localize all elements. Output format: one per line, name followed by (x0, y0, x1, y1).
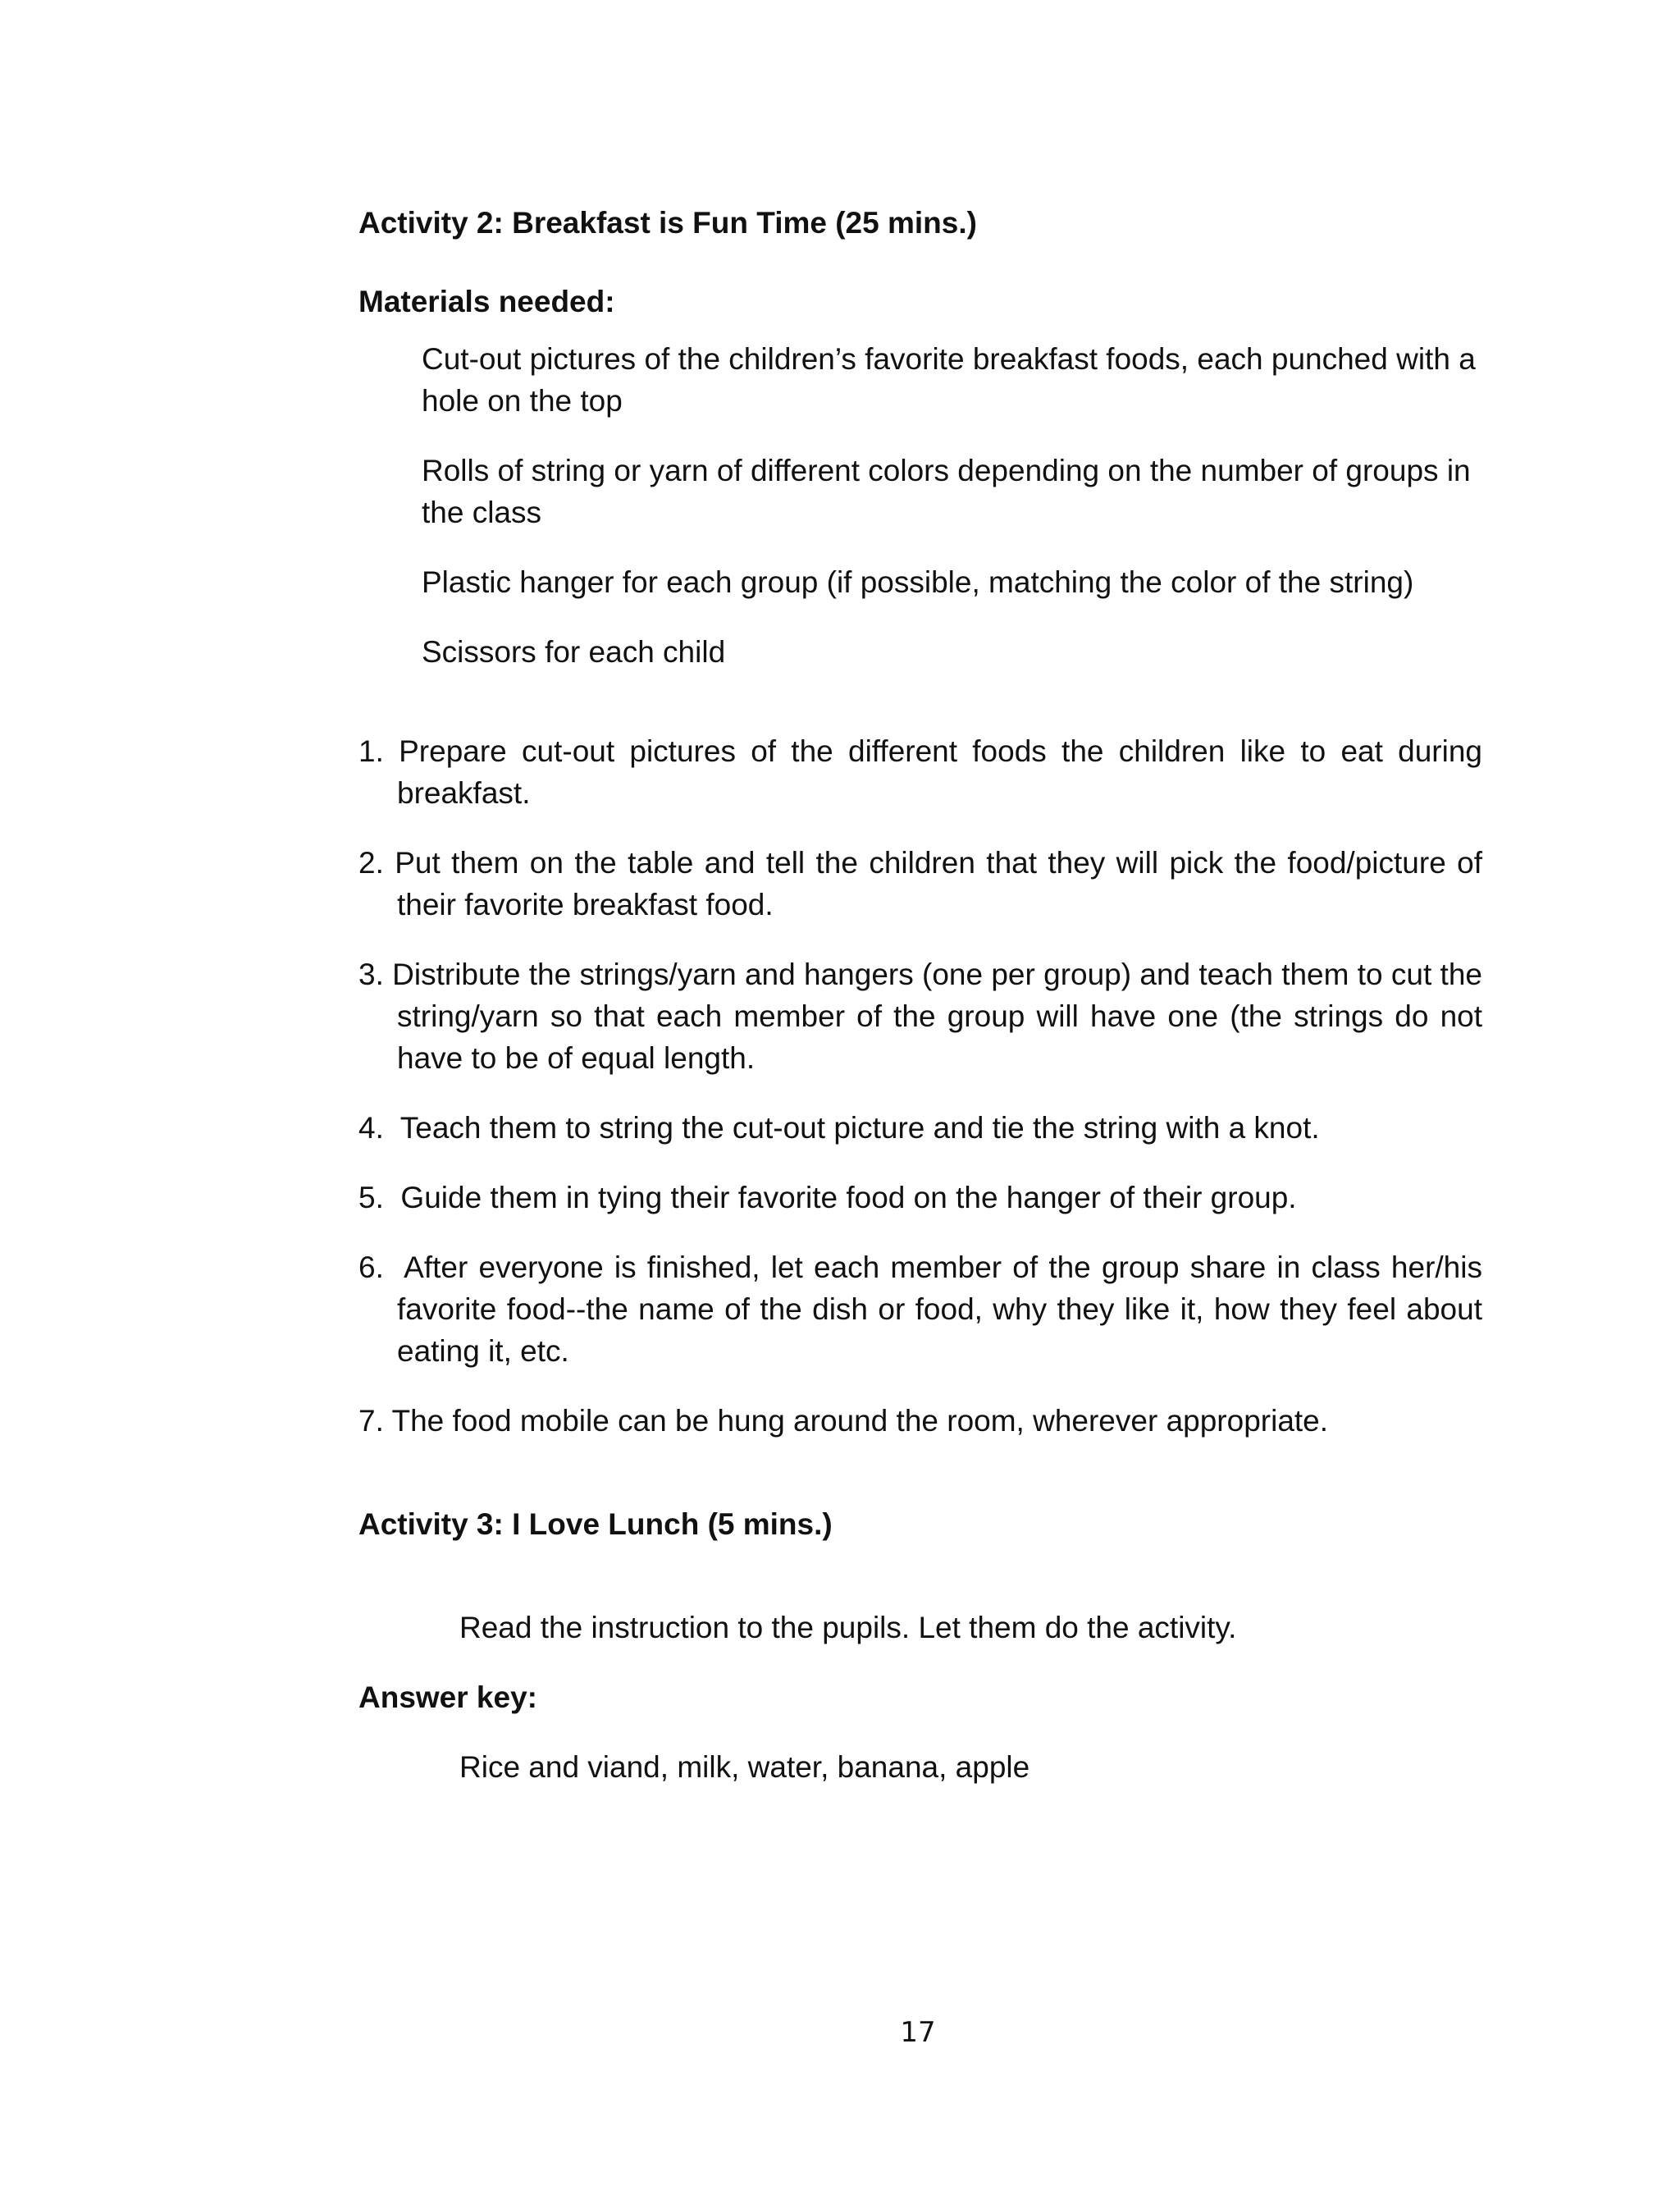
step-text: Distribute the strings/yarn and hangers (one per group) and teach them to cut the string/yarn so that each member of the group will have one (the strings do not have to be of equal length. (392, 958, 1482, 1075)
material-item: Scissors for each child (422, 635, 726, 669)
step-number: 7. (358, 1404, 384, 1438)
step-number: 3. (358, 958, 384, 991)
answer-key-heading: Answer key: (358, 1680, 537, 1714)
activity-3-instruction: Read the instruction to the pupils. Let them do the activity. (459, 1611, 1237, 1644)
page-number: 17 (900, 2016, 936, 2049)
step-number: 6. (358, 1250, 384, 1284)
step-item (358, 1246, 1482, 1372)
material-item: Plastic hanger for each group (if possible, matching the color of the string) (422, 565, 1414, 599)
step-text: Teach them to string the cut-out picture and tie the string with a knot. (399, 1111, 1320, 1145)
step-item (358, 1107, 1482, 1149)
step-text: Guide them in tying their favorite food on the hanger of their group. (400, 1181, 1297, 1214)
step-number: 5. (358, 1181, 384, 1214)
materials-heading: Materials needed: (358, 285, 615, 318)
material-item: Rolls of string or yarn of different colors depending on the number of groups in the class (422, 454, 1471, 529)
step-item (358, 730, 1482, 814)
step-number: 2. (358, 846, 384, 880)
step-text: Prepare cut-out pictures of the different foods the children like to eat during breakfast. (397, 734, 1483, 810)
activity-3-title: Activity 3: I Love Lunch (5 mins.) (358, 1507, 833, 1541)
activity-2-title: Activity 2: Breakfast is Fun Time (25 mins.) (358, 206, 977, 240)
step-number: 1. (358, 734, 384, 768)
step-text: Put them on the table and tell the children that they will pick the food/picture of their favorite breakfast food. (395, 846, 1483, 921)
step-text: After everyone is finished, let each member of the group share in class her/his favorite food--the name of the dish or food, why they like it, how they feel about eating it, etc. (397, 1250, 1482, 1368)
step-item (358, 1177, 1482, 1218)
step-item (358, 842, 1482, 926)
step-item (358, 953, 1482, 1079)
step-number: 4. (358, 1111, 384, 1145)
step-item (358, 1400, 1482, 1442)
answer-key-text: Rice and viand, milk, water, banana, apple (459, 1750, 1030, 1784)
material-item: Cut-out pictures of the children’s favorite breakfast foods, each punched with a hole on the top (422, 342, 1476, 418)
step-text: The food mobile can be hung around the room, wherever appropriate. (391, 1404, 1329, 1438)
